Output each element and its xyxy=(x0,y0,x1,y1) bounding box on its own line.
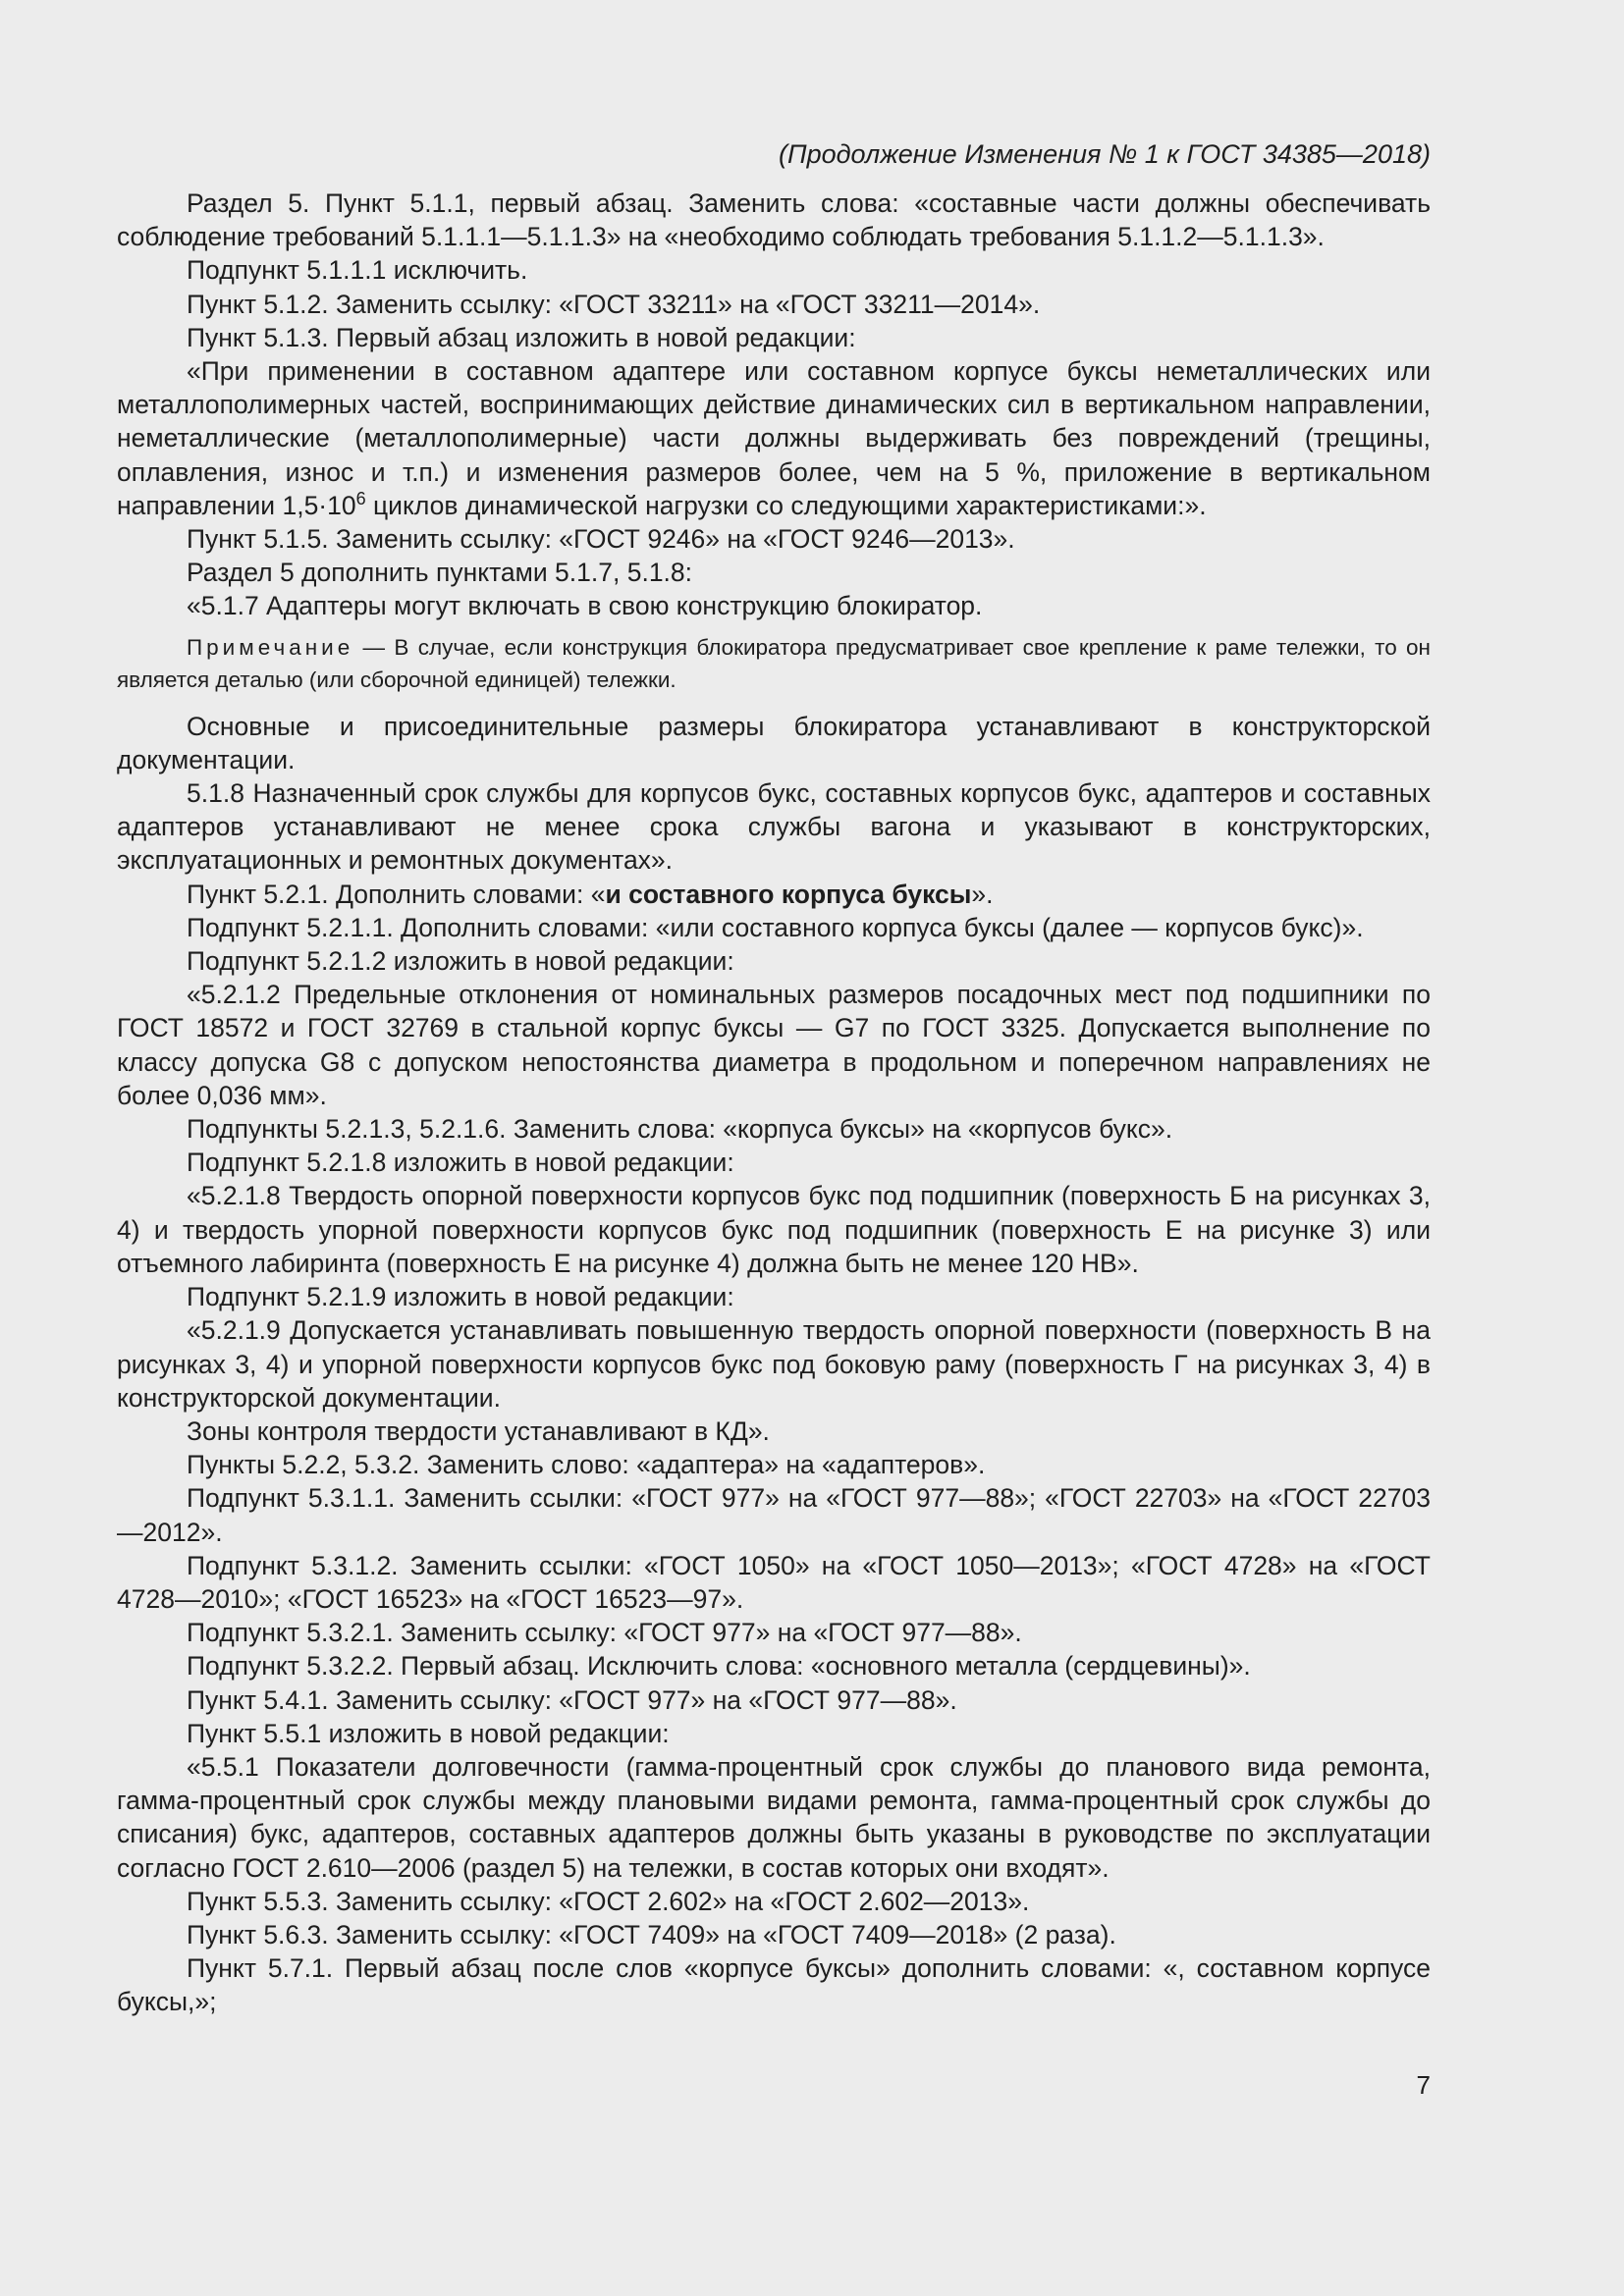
page-number: 7 xyxy=(1416,2070,1431,2100)
page-header: (Продолжение Изменения № 1 к ГОСТ 34385—2018) xyxy=(779,139,1431,169)
paragraph: Подпункт 5.3.1.2. Заменить ссылки: «ГОСТ 1050» на «ГОСТ 1050—2013»; «ГОСТ 4728» на «ГОСТ 4728—2010»; «ГОСТ 16523» на «ГОСТ 16523—97». xyxy=(117,1550,1431,1614)
paragraph: Пункт 5.6.3. Заменить ссылку: «ГОСТ 7409» на «ГОСТ 7409—2018» (2 раза). xyxy=(187,1919,1116,1949)
paragraph: Пункт 5.4.1. Заменить ссылку: «ГОСТ 977» на «ГОСТ 977—88». xyxy=(187,1684,957,1715)
paragraph: Зоны контроля твердости устанавливают в КД». xyxy=(187,1415,770,1446)
paragraph xyxy=(117,878,1431,911)
paragraph-text: ». xyxy=(971,879,994,909)
paragraph-text: «При применении в составном адаптере или составном корпусе буксы неметаллических или металлополимерных частей, воспринимающих действие динамических сил в вертикальном направлении, неметаллические (металлополимерные) части должны выдерживать без повреждений (трещины, оплавления, износ и т.п.) и изменения размеров более, чем на 5 %, приложение в вертикальном направлении 1,5·10 xyxy=(117,356,1431,520)
bold-text: и составного корпуса буксы xyxy=(605,879,972,909)
note-text: — В случае, если конструкция блокиратора предусматривает свое крепление к раме тележки, то он является деталью (или сборочной единицей) тележки. xyxy=(117,634,1431,692)
paragraph-text: Пункт 5.2.1. Дополнить словами: « xyxy=(187,879,606,909)
paragraph: «5.2.1.9 Допускается устанавливать повышенную твердость опорной поверхности (поверхность В на рисунках 3, 4) и упорной поверхности корпусов букс под боковую раму (поверхность Г на рисунках 3, 4) в конструкторской документации. xyxy=(117,1315,1431,1413)
paragraph: «5.1.7 Адаптеры могут включать в свою конструкцию блокиратор. xyxy=(187,591,983,621)
paragraph-text: циклов динамической нагрузки со следующими характеристиками:». xyxy=(365,490,1207,520)
paragraph: «5.5.1 Показатели долговечности (гамма-процентный срок службы до планового вида ремонта, гамма-процентный срок службы между плановыми видами ремонта, гамма-процентный срок службы до списания) букс, адаптеров, составных адаптеров должны быть указаны в руководстве по эксплуатации согласно ГОСТ 2.610—2006 (раздел 5) на тележки, в состав которых они входят». xyxy=(117,1751,1431,1883)
paragraph: Пункт 5.1.3. Первый абзац изложить в новой редакции: xyxy=(187,322,856,352)
document-page xyxy=(117,137,1431,2019)
paragraph: Пункт 5.7.1. Первый абзац после слов «корпусе буксы» дополнить словами: «, составном корпусе буксы,»; xyxy=(117,1953,1431,2017)
paragraph: Основные и присоединительные размеры блокиратора устанавливают в конструкторской документации. xyxy=(117,711,1431,774)
note xyxy=(117,631,1431,696)
paragraph: Раздел 5 дополнить пунктами 5.1.7, 5.1.8: xyxy=(187,558,693,588)
paragraph: «5.2.1.8 Твердость опорной поверхности корпусов букс под подшипник (поверхность Б на рисунках 3, 4) и твердость упорной поверхности корпусов букс под подшипник (поверхность Е на рисунке 3) или отъемного лабиринта (поверхность Е на рисунке 4) должна быть не менее 120 НВ». xyxy=(117,1181,1431,1278)
paragraph: Подпункт 5.2.1.1. Дополнить словами: «или составного корпуса буксы (далее — корпусов букс)». xyxy=(187,912,1364,942)
paragraph: Подпункт 5.3.2.2. Первый абзац. Исключить слова: «основного металла (сердцевины)». xyxy=(187,1651,1251,1682)
note-label: Примечание xyxy=(187,634,354,660)
paragraph: Раздел 5. Пункт 5.1.1, первый абзац. Заменить слова: «составные части должны обеспечивать соблюдение требований 5.1.1.1—5.1.1.3» на «необходимо соблюдать требования 5.1.1.2—5.1.1.3». xyxy=(117,188,1431,252)
paragraph: Подпункт 5.2.1.9 изложить в новой редакции: xyxy=(187,1282,734,1312)
paragraph: Пункт 5.5.1 изложить в новой редакции: xyxy=(187,1718,670,1748)
paragraph: Подпункт 5.1.1.1 исключить. xyxy=(187,255,528,286)
paragraph: Пункт 5.1.5. Заменить ссылку: «ГОСТ 9246» на «ГОСТ 9246—2013». xyxy=(187,524,1015,555)
paragraph: Пункт 5.5.3. Заменить ссылку: «ГОСТ 2.602» на «ГОСТ 2.602—2013». xyxy=(187,1886,1030,1916)
paragraph xyxy=(117,354,1431,522)
paragraph: Пункт 5.1.2. Заменить ссылку: «ГОСТ 33211» на «ГОСТ 33211—2014». xyxy=(187,289,1041,319)
paragraph: «5.2.1.2 Предельные отклонения от номинальных размеров посадочных мест под подшипники по ГОСТ 18572 и ГОСТ 32769 в стальной корпус буксы — G7 по ГОСТ 3325. Допускается выполнение по классу допуска G8 с допуском непостоянства диаметра в продольном и поперечном направлениях не более 0,036 мм». xyxy=(117,980,1431,1110)
paragraph: Пункты 5.2.2, 5.3.2. Заменить слово: «адаптера» на «адаптеров». xyxy=(187,1450,986,1480)
paragraph: Подпункт 5.3.2.1. Заменить ссылку: «ГОСТ 977» на «ГОСТ 977—88». xyxy=(187,1618,1022,1648)
paragraph: Подпункт 5.2.1.2 изложить в новой редакции: xyxy=(187,946,734,977)
paragraph: Подпункт 5.2.1.8 изложить в новой редакции: xyxy=(187,1148,734,1178)
paragraph: 5.1.8 Назначенный срок службы для корпусов букс, составных корпусов букс, адаптеров и составных адаптеров устанавливают не менее срока службы вагона и указывают в конструкторских, эксплуатационных и ремонтных документах». xyxy=(117,778,1431,876)
superscript-exponent: 6 xyxy=(355,488,366,508)
paragraph: Подпункт 5.3.1.1. Заменить ссылки: «ГОСТ 977» на «ГОСТ 977—88»; «ГОСТ 22703» на «ГОСТ 22703—2012». xyxy=(117,1483,1431,1547)
paragraph: Подпункты 5.2.1.3, 5.2.1.6. Заменить слова: «корпуса буксы» на «корпусов букс». xyxy=(187,1114,1173,1145)
